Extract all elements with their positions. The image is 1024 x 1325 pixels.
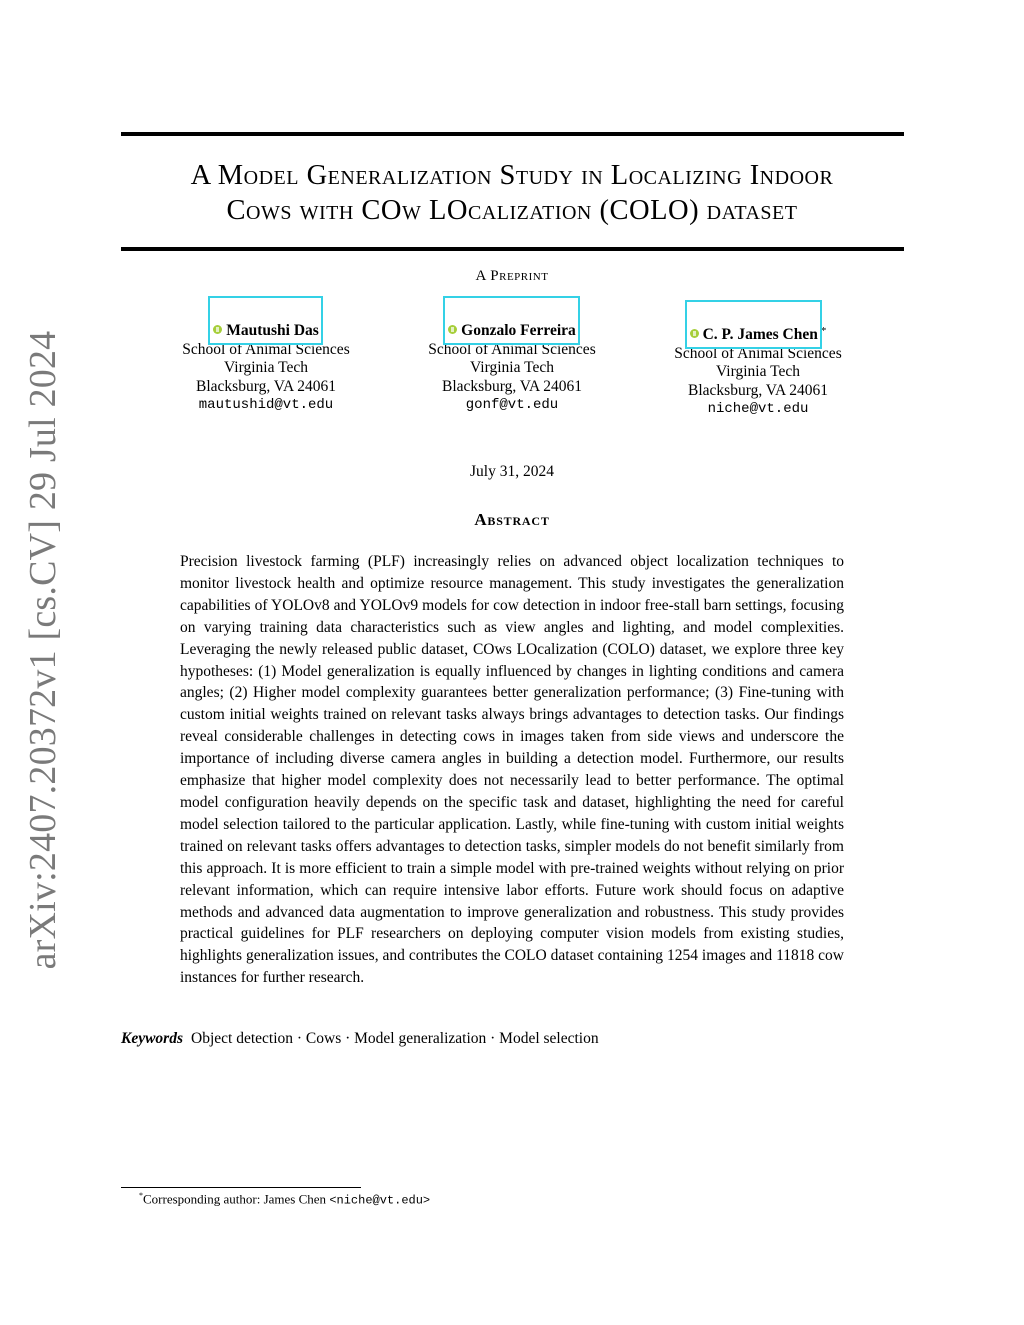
author-email[interactable]: niche@vt.edu xyxy=(707,401,809,417)
author-location: Blacksburg, VA 24061 xyxy=(442,377,582,395)
author-block-das xyxy=(136,322,396,415)
author-email[interactable]: gonf@vt.edu xyxy=(465,397,559,413)
author-highlight-box xyxy=(443,296,580,345)
abstract-heading: Abstract xyxy=(474,510,550,529)
keywords-label: Keywords xyxy=(121,1030,183,1047)
corresponding-author-mark: * xyxy=(820,325,827,337)
author-block-chen xyxy=(628,322,888,419)
author-name: C. P. James Chen xyxy=(702,326,818,343)
keywords-text: Object detection · Cows · Model generalization · Model selection xyxy=(191,1030,599,1047)
footnote-rule xyxy=(121,1187,361,1188)
author-institution: Virginia Tech xyxy=(470,359,554,376)
author-name-row[interactable] xyxy=(448,322,576,341)
footnote-email[interactable]: <niche@vt.edu> xyxy=(329,1193,431,1208)
preprint-label: A Preprint xyxy=(475,268,549,284)
author-institution: Virginia Tech xyxy=(224,359,308,376)
author-email[interactable]: mautushid@vt.edu xyxy=(198,397,334,413)
paper-title xyxy=(110,158,914,228)
author-affiliation: School of Animal Sciences xyxy=(674,344,842,362)
footnote xyxy=(139,1191,430,1207)
author-location: Blacksburg, VA 24061 xyxy=(688,381,828,399)
title-line-1: A Model Generalization Study in Localizing Indoor xyxy=(190,160,834,191)
publication-date: July 31, 2024 xyxy=(470,463,554,480)
abstract-body: Precision livestock farming (PLF) increasingly relies on advanced object localization techniques to monitor livestock health and optimize resource management. This study investigates the generalization capabilities of YOLOv8 and YOLOv9 models for cow detection in indoor free-stall barn settings, focusing on varying training data characteristics such as view angles and lighting, and model complexities. Leveraging the newly released public dataset, COws LOcalization (COLO) dataset, we explore three key hypotheses: (1) Model generalization is equally influenced by changes in lighting conditions and camera angles; (2) Higher model complexity guarantees better generalization performance; (3) Fine-tuning with custom initial weights trained on relevant tasks always brings advantages to detection tasks. Our findings reveal considerable challenges in detecting cows in images taken from side views and underscore the importance of including diverse camera angles in building a detection model. Furthermore, our results emphasize that higher model complexity does not necessarily lead to better performance. The optimal model configuration heavily depends on the specific task and dataset, highlighting the need for careful model selection tailored to the particular application. Lastly, while fine-tuning with custom initial weights trained on relevant tasks offers advantages to detection tasks, simpler models do not benefit similarly from this approach. It is more efficient to train a simple model with pre-trained weights without relying on prior relevant information, which can require intensive labor efforts. Future work should focus on adaptive methods and advanced data augmentation to improve generalization and robustness. This study provides practical guidelines for PLF researchers on deploying computer vision models from existing studies, highlights generalization issues, and contributes the COLO dataset containing 1254 images and 11818 cow instances for further research. xyxy=(180,553,844,987)
author-name-row[interactable] xyxy=(690,326,818,345)
keywords-line xyxy=(121,1030,599,1048)
title-top-rule xyxy=(121,132,904,136)
author-affiliation: School of Animal Sciences xyxy=(182,340,350,358)
author-location: Blacksburg, VA 24061 xyxy=(196,377,336,395)
author-institution: Virginia Tech xyxy=(716,363,800,380)
author-name-row[interactable] xyxy=(213,322,319,341)
author-affiliation: School of Animal Sciences xyxy=(428,340,596,358)
author-name: Mautushi Das xyxy=(226,322,319,339)
footnote-mark: * xyxy=(139,1191,143,1200)
author-block-ferreira xyxy=(382,322,642,415)
arxiv-identifier-text: arXiv:2407.20372v1 [cs.CV] 29 Jul 2024 xyxy=(22,330,64,970)
author-highlight-box xyxy=(208,296,323,345)
orcid-icon[interactable] xyxy=(690,329,699,338)
author-name: Gonzalo Ferreira xyxy=(461,322,576,339)
footnote-text: Corresponding author: James Chen xyxy=(143,1191,330,1207)
title-bottom-rule xyxy=(121,247,904,251)
author-highlight-box xyxy=(685,300,822,349)
title-line-2: Cows with COw LOcalization (COLO) dataset xyxy=(226,195,798,226)
